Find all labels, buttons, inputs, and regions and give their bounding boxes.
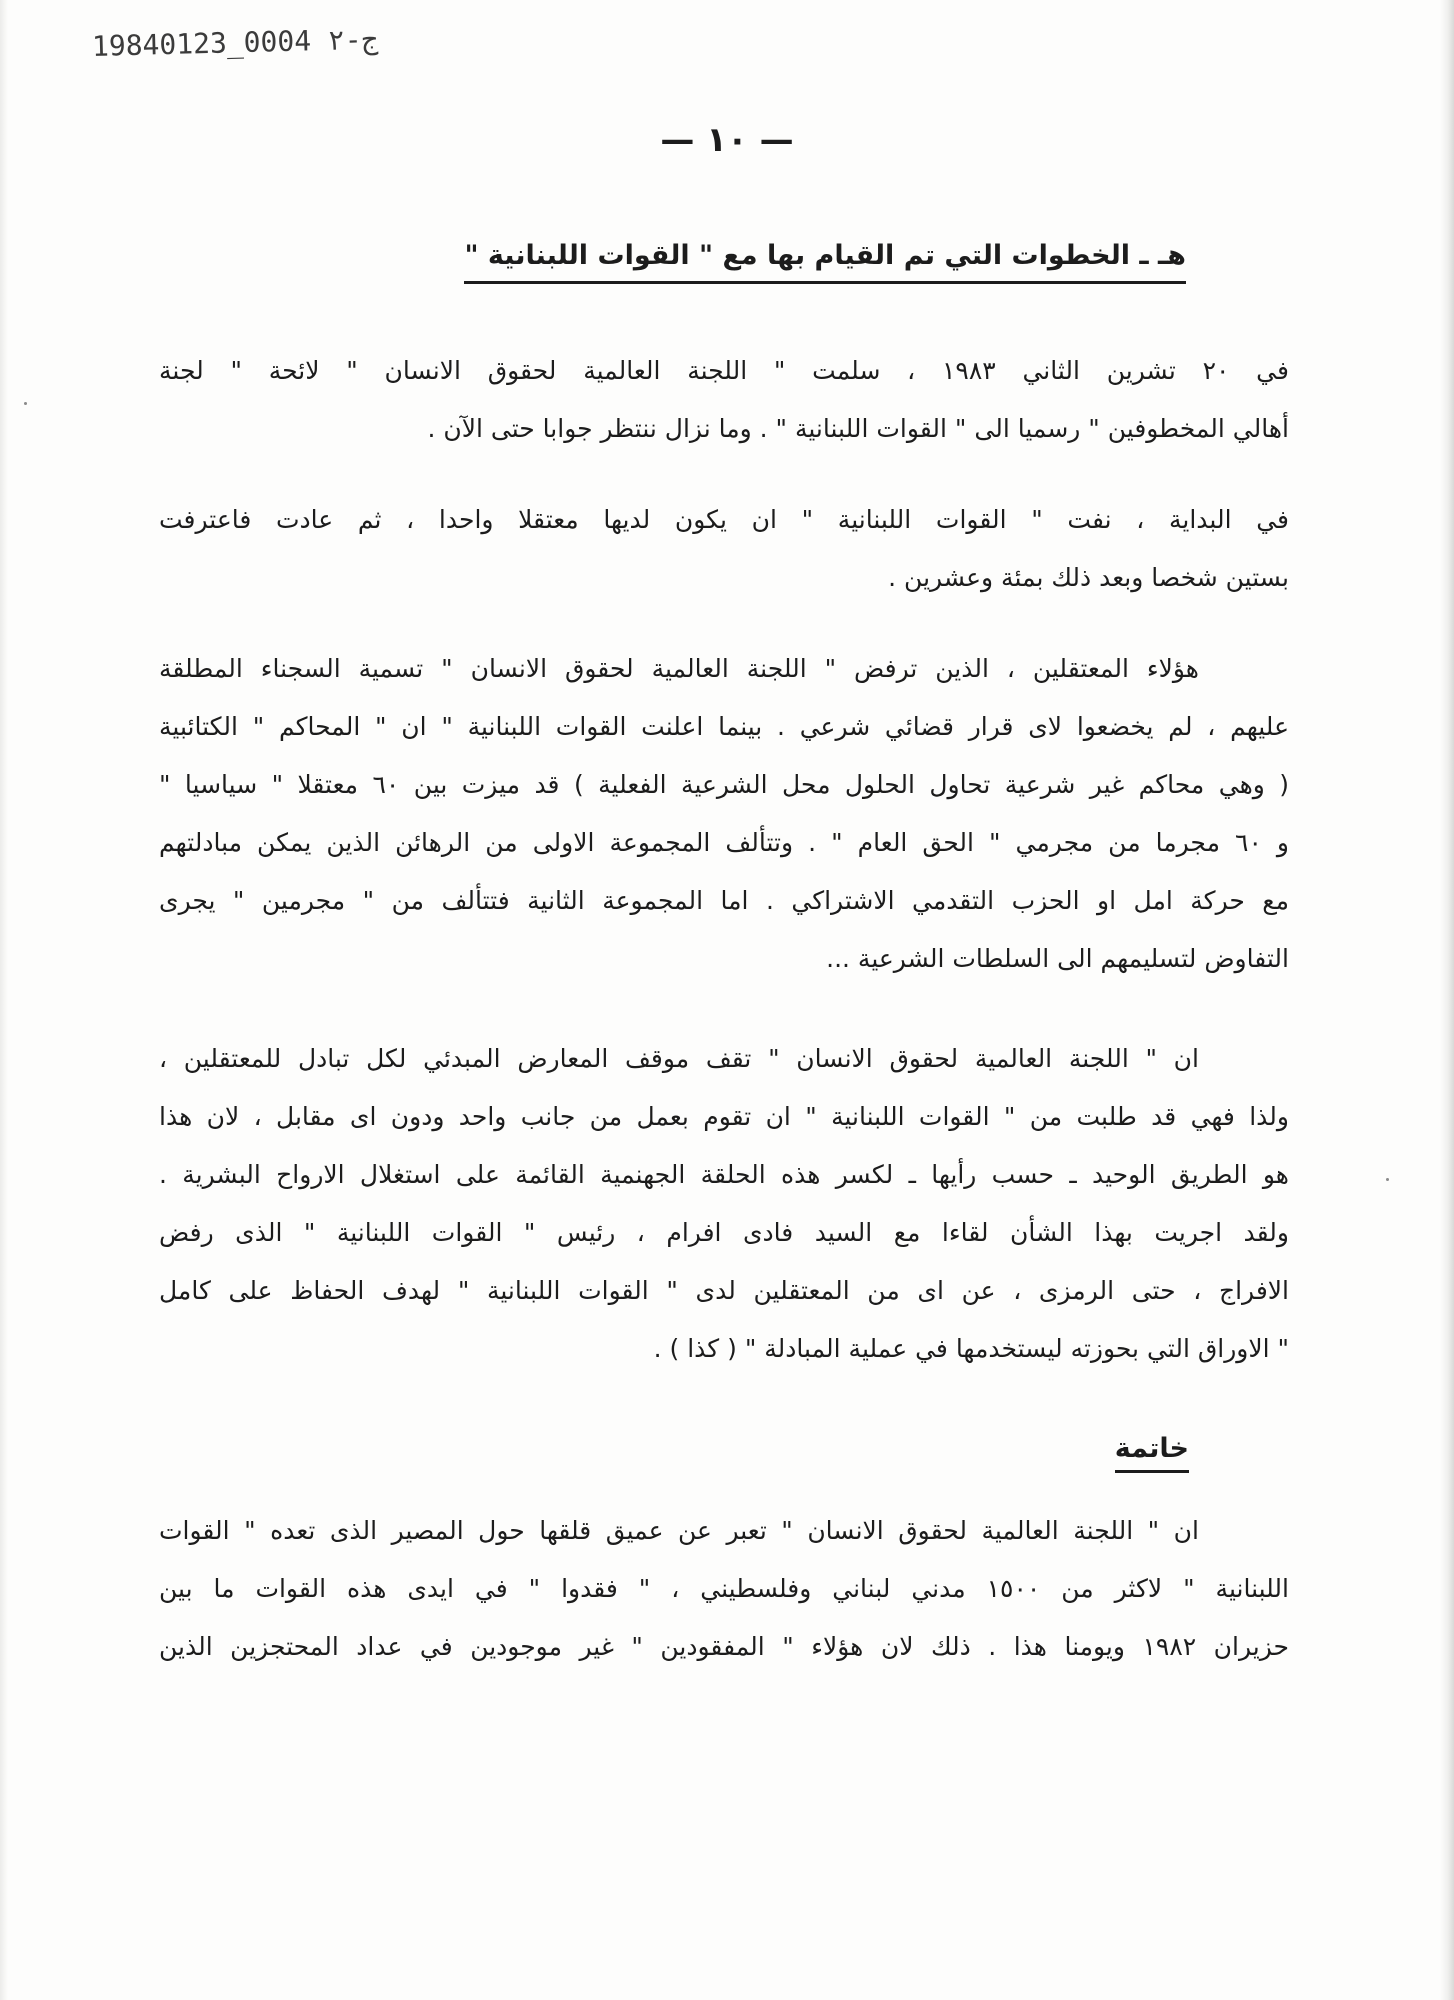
- text-line: بستين شخصا وبعد ذلك بمئة وعشرين .: [888, 563, 1289, 592]
- text-line: مع حركة امل او الحزب التقدمي الاشتراكي . اما المجموعة الثانية فتتألف من " مجرمين " يجرى: [159, 886, 1289, 915]
- text-line: أهالي المخطوفين " رسميا الى " القوات اللبنانية " . وما نزال ننتظر جوابا حتى الآن .: [427, 414, 1289, 443]
- text-line: " الاوراق التي بحوزته ليستخدمها في عملية المبادلة " ( كذا ) .: [653, 1334, 1289, 1363]
- section-heading: هـ ـ الخطوات التي تم القيام بها مع " القوات اللبنانية ": [464, 240, 1186, 284]
- page-number: — ١٠ —: [660, 120, 794, 160]
- text-line: حزيران ١٩٨٢ ويومنا هذا . ذلك لان هؤلاء " المفقودين " غير موجودين في عداد المحتجزين الذين: [159, 1632, 1289, 1661]
- scan-edge-right: [1440, 0, 1454, 2000]
- text-line: عليهم ، لم يخضعوا لاى قرار قضائي شرعي . بينما اعلنت القوات اللبنانية " ان " المحاكم " الكتائبية: [159, 712, 1289, 741]
- text-line: ان " اللجنة العالمية لحقوق الانسان " تعبر عن عميق قلقها حول المصير الذى تعده " القوات: [159, 1516, 1199, 1545]
- text-line: هؤلاء المعتقلين ، الذين ترفض " اللجنة العالمية لحقوق الانسان " تسمية السجناء المطلقة: [159, 654, 1199, 683]
- text-line: ولذا فهي قد طلبت من " القوات اللبنانية " ان تقوم بعمل من جانب واحد ودون اى مقابل ، لان هذا: [159, 1102, 1289, 1131]
- text-line: في البداية ، نفت " القوات اللبنانية " ان يكون لديها معتقلا واحدا ، ثم عادت فاعترفت: [159, 505, 1289, 534]
- paragraph-4: [159, 1030, 1289, 1378]
- paragraph-1: [159, 342, 1289, 458]
- conclusion-heading: خاتمة: [1115, 1433, 1189, 1473]
- text-line: ولقد اجريت بهذا الشأن لقاءا مع السيد فادى افرام ، رئيس " القوات اللبنانية " الذى رفض: [159, 1218, 1289, 1247]
- paragraph-3: [159, 640, 1289, 988]
- text-line: اللبنانية " لاكثر من ١٥٠٠ مدني لبناني وفلسطيني ، " فقدوا " في ايدى هذه القوات ما بين: [159, 1574, 1289, 1603]
- scan-edge-left: [0, 0, 8, 2000]
- text-line: الافراج ، حتى الرمزى ، عن اى من المعتقلين لدى " القوات اللبنانية " لهدف الحفاظ على كامل: [159, 1276, 1289, 1305]
- text-line: ان " اللجنة العالمية لحقوق الانسان " تقف موقف المعارض المبدئي لكل تبادل للمعتقلين ،: [159, 1044, 1199, 1073]
- scan-speck: [24, 402, 27, 405]
- text-line: و ٦٠ مجرما من مجرمي " الحق العام " . وتتألف المجموعة الاولى من الرهائن الذين يمكن مبادلتهم: [159, 828, 1289, 857]
- paragraph-2: [159, 491, 1289, 607]
- text-line: في ٢٠ تشرين الثاني ١٩٨٣ ، سلمت " اللجنة العالمية لحقوق الانسان " لائحة " لجنة: [159, 356, 1289, 385]
- text-line: ( وهي محاكم غير شرعية تحاول الحلول محل الشرعية الفعلية ) قد ميزت بين ٦٠ معتقلا " سياسيا ": [159, 770, 1290, 799]
- text-line: هو الطريق الوحيد ـ حسب رأيها ـ لكسر هذه الحلقة الجهنمية القائمة على استغلال الارواح البشرية .: [159, 1160, 1289, 1189]
- archive-reference-number: 19840123_0004 ج-٢: [91, 22, 379, 63]
- scan-speck: [1386, 1178, 1389, 1181]
- text-line: التفاوض لتسليمهم الى السلطات الشرعية ...: [826, 944, 1289, 973]
- paragraph-5: [159, 1502, 1289, 1676]
